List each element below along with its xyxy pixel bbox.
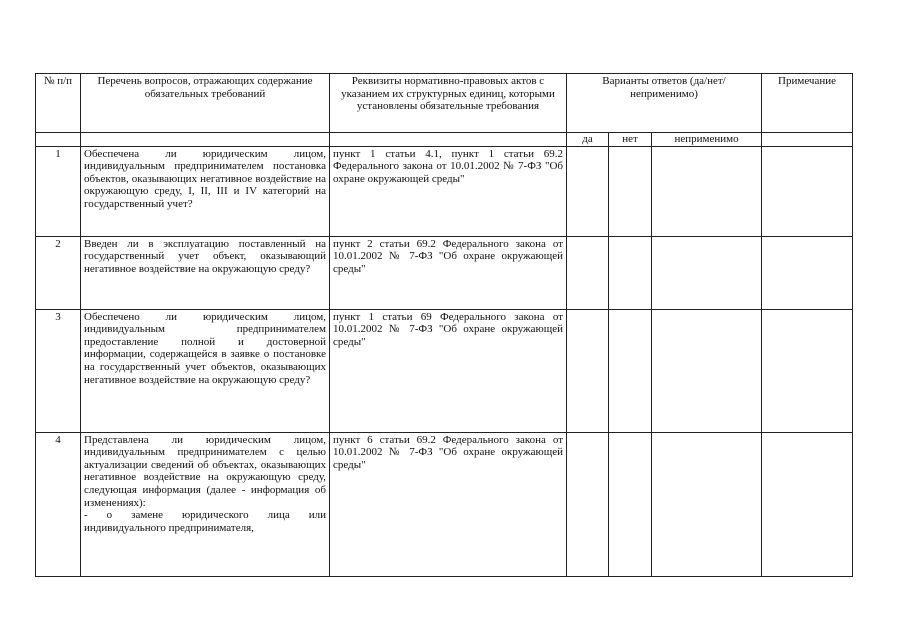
answer-no-label: нет — [609, 133, 652, 147]
row-question: Введен ли в эксплуатацию поставленный на государственный учет объект, оказывающий негативное воздействие на окружающую среду? — [81, 236, 330, 309]
row-question: Представлена ли юридическим лицом, индивидуальным предпринимателем с целью актуализации сведений об объектах, оказывающих негативное воздействие на окружающую среду, следующая информация (далее - информация об изменениях): — [84, 433, 326, 509]
header-num: № п/п — [36, 74, 81, 133]
answer-no-cell[interactable] — [609, 236, 652, 309]
sub-empty-acts — [330, 133, 567, 147]
row-question: Обеспечено ли юридическим лицом, индивидуальным предпринимателем предоставление полной и достоверной информации, содержащейся в заявке о постановке на государственный учет объектов, оказывающих негативное воздействие на окружающую среду? — [81, 309, 330, 432]
answer-no-cell[interactable] — [609, 309, 652, 432]
note-cell[interactable] — [762, 236, 853, 309]
answer-yes-cell[interactable] — [567, 432, 609, 576]
requirements-table — [35, 73, 853, 577]
header-acts: Реквизиты нормативно-правовых актов с указанием их структурных единиц, которыми установлены обязательные требования — [330, 74, 567, 133]
answer-yes-cell[interactable] — [567, 236, 609, 309]
row-num: 1 — [36, 146, 81, 236]
note-cell[interactable] — [762, 309, 853, 432]
row-act: пункт 1 статьи 69 Федерального закона от 10.01.2002 № 7-ФЗ "Об охране окружающей среды" — [330, 309, 567, 432]
answer-na-cell[interactable] — [652, 309, 762, 432]
answer-na-label: неприменимо — [652, 133, 762, 147]
table-row — [36, 432, 853, 576]
row-num: 2 — [36, 236, 81, 309]
answer-no-cell[interactable] — [609, 432, 652, 576]
answer-no-cell[interactable] — [609, 146, 652, 236]
header-questions: Перечень вопросов, отражающих содержание обязательных требований — [81, 74, 330, 133]
answer-na-cell[interactable] — [652, 236, 762, 309]
note-cell[interactable] — [762, 432, 853, 576]
header-note: Примечание — [762, 74, 853, 133]
sub-empty-num — [36, 133, 81, 147]
row-act: пункт 1 статьи 4.1, пункт 1 статьи 69.2 Федерального закона от 10.01.2002 № 7-ФЗ "Об охране окружающей среды" — [330, 146, 567, 236]
row-question-continuation: - о замене юридического лица или индивидуального предпринимателя, — [84, 509, 326, 534]
header-answers: Варианты ответов (да/нет/неприменимо) — [567, 74, 762, 133]
answer-yes-cell[interactable] — [567, 146, 609, 236]
table-row — [36, 236, 853, 309]
sub-empty-questions — [81, 133, 330, 147]
answer-yes-cell[interactable] — [567, 309, 609, 432]
answer-yes-label: да — [567, 133, 609, 147]
note-cell[interactable] — [762, 146, 853, 236]
row-question-cell — [81, 432, 330, 576]
answer-na-cell[interactable] — [652, 146, 762, 236]
row-act: пункт 6 статьи 69.2 Федерального закона от 10.01.2002 № 7-ФЗ "Об охране окружающей среды" — [330, 432, 567, 576]
row-num: 4 — [36, 432, 81, 576]
row-num: 3 — [36, 309, 81, 432]
answer-na-cell[interactable] — [652, 432, 762, 576]
table-header-row — [36, 74, 853, 133]
sub-empty-note — [762, 133, 853, 147]
answer-options-row — [36, 133, 853, 147]
row-act: пункт 2 статьи 69.2 Федерального закона от 10.01.2002 № 7-ФЗ "Об охране окружающей среды" — [330, 236, 567, 309]
table-row — [36, 309, 853, 432]
row-question: Обеспечена ли юридическим лицом, индивидуальным предпринимателем постановка объектов, оказывающих негативное воздействие на окружающую среду, I, II, III и IV категорий на государственный учет? — [81, 146, 330, 236]
table-row — [36, 146, 853, 236]
